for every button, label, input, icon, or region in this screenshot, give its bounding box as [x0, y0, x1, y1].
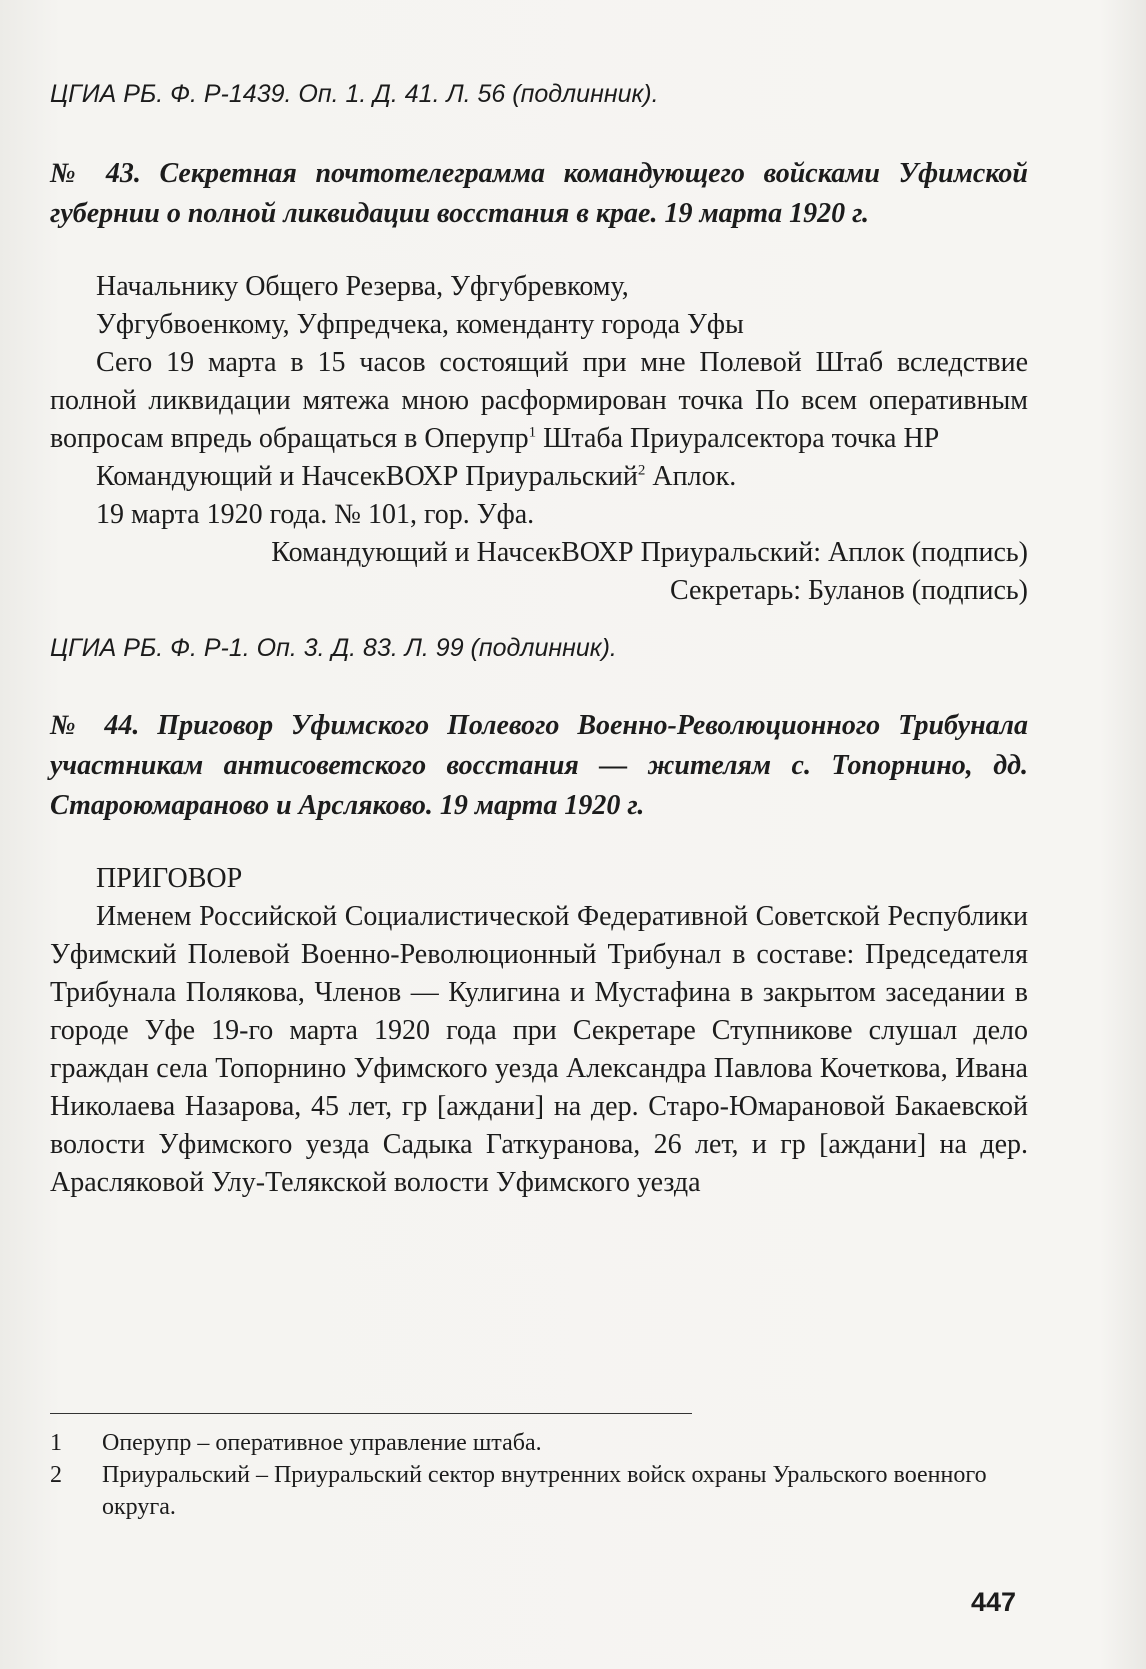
page-number: 447	[970, 1587, 1016, 1617]
signature-name: Аплок.	[645, 461, 737, 492]
verdict-heading: ПРИГОВОР	[96, 863, 243, 894]
addressee-block	[50, 268, 1028, 344]
footnote-1	[50, 1427, 1028, 1459]
telegram-text: Сего 19 марта в 15 часов состоящий при мне Полевой Штаб вследствие полной ликвидации мятежа мною расформирован точка По всем оперативным вопросам впредь обращаться в Оперупр	[50, 347, 1028, 454]
footnote-2	[50, 1459, 1028, 1523]
signature-block	[50, 458, 1028, 534]
footnote-ref-1: 1	[528, 424, 537, 441]
signature-commander: Командующий и НачсекВОХР Приуральский: Аплок (подпись)	[271, 537, 1028, 568]
page-content	[50, 78, 1028, 1202]
footnote-number: 2	[50, 1462, 62, 1488]
telegram-body	[50, 344, 1028, 458]
footnote-ref-2: 2	[637, 462, 646, 479]
footnote-divider	[50, 1413, 692, 1414]
verdict-body: Именем Российской Социалистической Федеративной Советской Республики Уфимский Полевой Военно-Революционный Трибунал в составе: Председателя Трибунала Полякова, Членов — Кулигина и Мустафина в закрытом заседании в городе Уфе 19-го марта 1920 года при Секретаре Ступникове слушал дело граждан села Топорнино Уфимского уезда Александра Павлова Кочеткова, Ивана Николаева Назарова, 45 лет, гр [аждани] на дер. Старо-Юмарановой Бакаевской волости Уфимского уезда Садыка Гаткуранова, 26 лет, и гр [аждани] на дер. Арасляковой Улу-Телякской волости Уфимского уезда	[50, 901, 1028, 1198]
footnotes	[50, 1427, 1028, 1523]
telegram-text-end: Штаба Приуралсектора точка НР	[536, 423, 940, 454]
addressee-line-2: Уфгубвоенкому, Уфпредчека, коменданту города Уфы	[96, 309, 744, 340]
document-44-title: № 44. Приговор Уфимского Полевого Военно-Революционного Трибунала участникам антисоветского восстания — жителям с. Топорнино, дд. Староюмараново и Арсляково. 19 марта 1920 г.	[50, 710, 1028, 821]
archive-source: ЦГИА РБ. Ф. Р-1. Оп. 3. Д. 83. Л. 99 (подлинник).	[50, 634, 617, 662]
addressee-line-1: Начальнику Общего Резерва, Уфгубревкому,	[96, 271, 629, 302]
footnote-text: Приуральский – Приуральский сектор внутренних войск охраны Уральского военного округа.	[102, 1462, 987, 1520]
archive-source-previous: ЦГИА РБ. Ф. Р-1439. Оп. 1. Д. 41. Л. 56 (подлинник).	[50, 80, 659, 108]
date-line: 19 марта 1920 года. № 101, гор. Уфа.	[96, 499, 535, 530]
footnote-text: Оперупр – оперативное управление штаба.	[102, 1430, 542, 1456]
signature-line	[96, 458, 1028, 496]
document-43-title: № 43. Секретная почтотелеграмма командующего войсками Уфимской губернии о полной ликвидации восстания в крае. 19 марта 1920 г.	[50, 158, 1028, 229]
signature-text: Командующий и НачсекВОХР Приуральский	[96, 461, 638, 492]
signature-secretary: Секретарь: Буланов (подпись)	[669, 575, 1028, 606]
footnote-number: 1	[50, 1430, 62, 1456]
